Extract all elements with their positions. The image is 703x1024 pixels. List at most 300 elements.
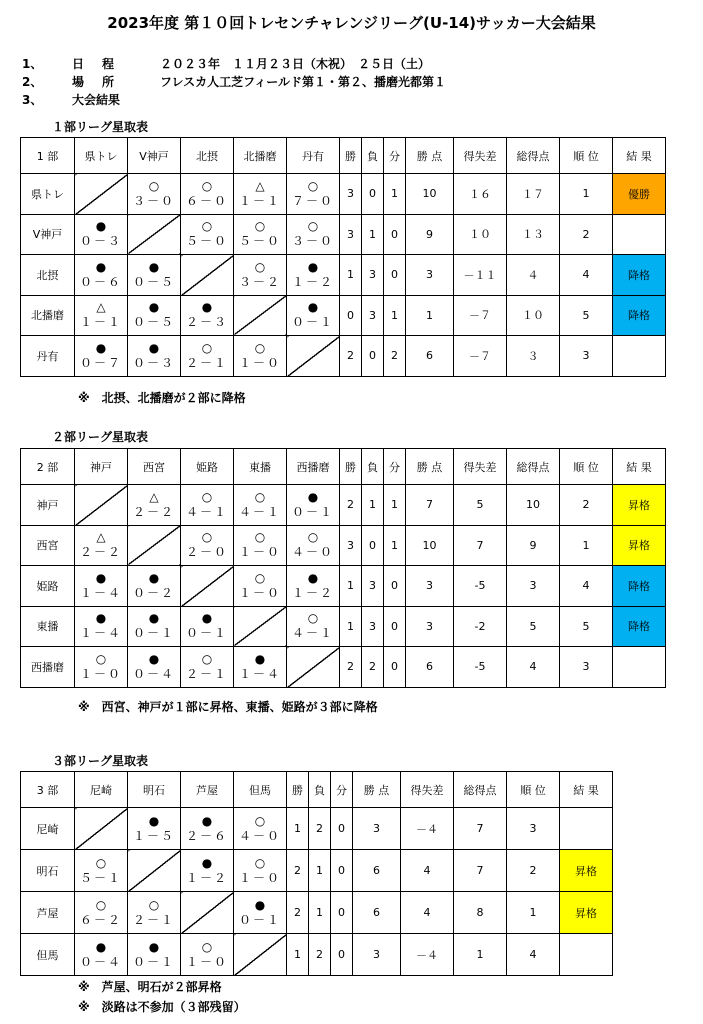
match-cell xyxy=(128,934,181,976)
result-cell: 降格 xyxy=(613,295,666,336)
info-schedule xyxy=(22,55,430,72)
match-cell xyxy=(287,295,340,336)
goal-diff-cell: １０ xyxy=(454,214,507,255)
stat-column-header: 負 xyxy=(362,449,384,485)
draws-cell: 0 xyxy=(384,606,406,647)
match-cell xyxy=(128,606,181,647)
result-cell: 昇格 xyxy=(560,892,613,934)
goals-for-cell: 5 xyxy=(507,606,560,647)
match-cell xyxy=(181,647,234,688)
goal-diff-cell: －４ xyxy=(401,934,454,976)
losses-cell: 3 xyxy=(362,606,384,647)
result-mark-icon: ○ xyxy=(201,939,213,954)
diagonal-cell xyxy=(234,295,287,336)
diagonal-cell xyxy=(181,566,234,607)
goals-for-cell: １７ xyxy=(507,174,560,215)
result-cell xyxy=(613,647,666,688)
goal-diff-cell: １６ xyxy=(454,174,507,215)
diagonal-cell xyxy=(181,255,234,296)
draws-cell: 1 xyxy=(384,525,406,566)
match-score: １－０ xyxy=(185,954,228,969)
stat-column-header: 勝 xyxy=(287,772,309,808)
info-value: ２０２３年 １１月２３日（木祝） ２５日（土） xyxy=(160,57,431,71)
match-cell xyxy=(128,647,181,688)
result-mark-icon: ● xyxy=(95,570,107,585)
goal-diff-cell: －４ xyxy=(401,808,454,850)
stat-column-header: 順 位 xyxy=(560,449,613,485)
goals-for-cell: 1 xyxy=(454,934,507,976)
result-cell: 降格 xyxy=(613,606,666,647)
diagonal-cell xyxy=(75,485,128,526)
match-score: ４－１ xyxy=(291,626,334,641)
goal-diff-cell: 5 xyxy=(454,485,507,526)
wins-cell: 2 xyxy=(340,336,362,377)
goals-for-cell: ３ xyxy=(507,336,560,377)
result-mark-icon: ○ xyxy=(254,570,266,585)
draws-cell: 1 xyxy=(384,295,406,336)
result-mark-icon: ○ xyxy=(254,340,266,355)
league-title: １部リーグ星取表 xyxy=(52,120,149,134)
rank-cell: 5 xyxy=(560,295,613,336)
draws-cell: 0 xyxy=(331,892,353,934)
goal-diff-cell: 7 xyxy=(454,525,507,566)
match-score: ２－３ xyxy=(185,315,228,330)
match-cell xyxy=(75,647,128,688)
match-score: ５－０ xyxy=(238,234,281,249)
stat-column-header: 負 xyxy=(362,138,384,174)
stat-column-header: 結 果 xyxy=(560,772,613,808)
match-cell xyxy=(75,525,128,566)
result-mark-icon: ○ xyxy=(95,651,107,666)
losses-cell: 2 xyxy=(309,808,331,850)
match-score: １－０ xyxy=(238,870,281,885)
diagonal-cell xyxy=(234,934,287,976)
match-cell xyxy=(128,808,181,850)
match-cell xyxy=(287,174,340,215)
match-cell xyxy=(181,525,234,566)
match-score: ０－７ xyxy=(79,355,122,370)
match-cell xyxy=(75,934,128,976)
league-note: ※ 西宮、神戸が１部に昇格、東播、姫路が３部に降格 xyxy=(78,700,378,714)
table-row xyxy=(21,336,666,377)
result-mark-icon: ○ xyxy=(148,178,160,193)
wins-cell: 1 xyxy=(287,808,309,850)
info-number: 1、 xyxy=(22,57,43,71)
info-results xyxy=(22,91,160,108)
match-cell xyxy=(181,606,234,647)
result-mark-icon: ○ xyxy=(201,489,213,504)
result-mark-icon: ● xyxy=(148,570,160,585)
rank-cell: 1 xyxy=(560,525,613,566)
goals-for-cell: 7 xyxy=(454,808,507,850)
match-cell xyxy=(234,525,287,566)
result-mark-icon: ○ xyxy=(201,340,213,355)
match-cell xyxy=(234,850,287,892)
match-cell xyxy=(287,525,340,566)
result-mark-icon: ● xyxy=(201,300,213,315)
result-mark-icon: ● xyxy=(95,259,107,274)
result-mark-icon: ○ xyxy=(307,530,319,545)
result-cell xyxy=(560,808,613,850)
stat-column-header: 順 位 xyxy=(507,772,560,808)
match-cell xyxy=(181,934,234,976)
result-cell: 昇格 xyxy=(613,485,666,526)
match-score: ４－１ xyxy=(238,504,281,519)
match-score: １－２ xyxy=(185,870,228,885)
match-cell xyxy=(234,255,287,296)
info-number: 3、 xyxy=(22,93,43,107)
wins-cell: 3 xyxy=(340,174,362,215)
match-score: ０－２ xyxy=(132,585,175,600)
match-score: ０－１ xyxy=(132,954,175,969)
match-cell xyxy=(181,295,234,336)
result-cell: 昇格 xyxy=(613,525,666,566)
diagonal-cell xyxy=(128,525,181,566)
match-score: ０－１ xyxy=(238,912,281,927)
result-mark-icon: ● xyxy=(201,611,213,626)
match-cell xyxy=(287,485,340,526)
match-cell xyxy=(181,808,234,850)
points-cell: 9 xyxy=(406,214,454,255)
match-cell xyxy=(181,214,234,255)
match-cell xyxy=(128,295,181,336)
wins-cell: 3 xyxy=(340,214,362,255)
losses-cell: 1 xyxy=(309,850,331,892)
wins-cell: 0 xyxy=(340,295,362,336)
result-cell: 昇格 xyxy=(560,850,613,892)
rank-cell: 2 xyxy=(560,214,613,255)
team-column-header: 県トレ xyxy=(75,138,128,174)
result-mark-icon: ● xyxy=(148,611,160,626)
match-score: ２－２ xyxy=(132,504,175,519)
draws-cell: 1 xyxy=(384,174,406,215)
league-title: ２部リーグ星取表 xyxy=(52,430,149,444)
info-value: フレスカ人工芝フィールド第１・第２、播磨光都第１ xyxy=(160,75,446,89)
league-note: ※ 芦屋、明石が２部昇格 xyxy=(78,980,222,994)
team-name: 芦屋 xyxy=(21,892,75,934)
result-mark-icon: ● xyxy=(307,489,319,504)
stat-column-header: 得失差 xyxy=(454,449,507,485)
team-name: 西宮 xyxy=(21,525,75,566)
result-mark-icon: ○ xyxy=(201,530,213,545)
goals-for-cell: 7 xyxy=(454,850,507,892)
goals-for-cell: 10 xyxy=(507,485,560,526)
match-score: ２－６ xyxy=(185,828,228,843)
team-column-header: 但馬 xyxy=(234,772,287,808)
stat-column-header: 結 果 xyxy=(613,138,666,174)
info-venue xyxy=(22,73,446,90)
league-note: ※ 北摂、北播磨が２部に降格 xyxy=(78,391,246,405)
team-name: 神戸 xyxy=(21,485,75,526)
team-column-header: V神戸 xyxy=(128,138,181,174)
rank-cell: 4 xyxy=(560,566,613,607)
match-cell xyxy=(128,336,181,377)
stat-column-header: 結 果 xyxy=(613,449,666,485)
match-cell xyxy=(234,892,287,934)
goal-diff-cell: －７ xyxy=(454,295,507,336)
diagonal-cell xyxy=(128,214,181,255)
table-row xyxy=(21,566,666,607)
team-name: 北播磨 xyxy=(21,295,75,336)
info-number: 2、 xyxy=(22,75,43,89)
table-row xyxy=(21,647,666,688)
stat-column-header: 総得点 xyxy=(454,772,507,808)
wins-cell: 2 xyxy=(340,485,362,526)
goal-diff-cell: －７ xyxy=(454,336,507,377)
match-score: ５－１ xyxy=(79,870,122,885)
points-cell: 10 xyxy=(406,174,454,215)
diagonal-cell xyxy=(181,892,234,934)
match-score: １－４ xyxy=(238,666,281,681)
losses-cell: 0 xyxy=(362,525,384,566)
header-row xyxy=(21,138,666,174)
table-row xyxy=(21,295,666,336)
table-row xyxy=(21,525,666,566)
rank-cell: 3 xyxy=(560,647,613,688)
goal-diff-cell: 4 xyxy=(401,892,454,934)
rank-cell: 1 xyxy=(507,892,560,934)
losses-cell: 3 xyxy=(362,566,384,607)
stat-column-header: 分 xyxy=(384,138,406,174)
draws-cell: 1 xyxy=(384,485,406,526)
team-column-header: 姫路 xyxy=(181,449,234,485)
team-name: 西播磨 xyxy=(21,647,75,688)
team-name: 北摂 xyxy=(21,255,75,296)
match-cell xyxy=(128,566,181,607)
match-score: ０－１ xyxy=(291,504,334,519)
match-score: ３－０ xyxy=(132,193,175,208)
stat-column-header: 総得点 xyxy=(507,449,560,485)
result-mark-icon: ○ xyxy=(307,178,319,193)
diagonal-cell xyxy=(75,808,128,850)
match-cell xyxy=(287,606,340,647)
stat-column-header: 総得点 xyxy=(507,138,560,174)
match-cell xyxy=(234,808,287,850)
match-cell xyxy=(287,566,340,607)
match-score: １－４ xyxy=(79,585,122,600)
match-cell xyxy=(75,295,128,336)
stat-column-header: 勝 xyxy=(340,449,362,485)
points-cell: 3 xyxy=(406,566,454,607)
stat-column-header: 分 xyxy=(384,449,406,485)
match-score: ６－０ xyxy=(185,193,228,208)
table-row xyxy=(21,892,613,934)
goal-diff-cell: -5 xyxy=(454,647,507,688)
team-column-header: 東播 xyxy=(234,449,287,485)
match-score: ６－２ xyxy=(79,912,122,927)
diagonal-cell xyxy=(287,647,340,688)
team-name: V神戸 xyxy=(21,214,75,255)
match-score: １－１ xyxy=(79,315,122,330)
diagonal-cell xyxy=(128,850,181,892)
stat-column-header: 勝 点 xyxy=(406,449,454,485)
stat-column-header: 負 xyxy=(309,772,331,808)
match-cell xyxy=(75,892,128,934)
league-table xyxy=(20,137,666,377)
league-label: 1 部 xyxy=(21,138,75,174)
result-mark-icon: ● xyxy=(201,855,213,870)
match-score: ０－４ xyxy=(79,954,122,969)
match-score: １－４ xyxy=(79,626,122,641)
points-cell: 3 xyxy=(353,934,401,976)
points-cell: 10 xyxy=(406,525,454,566)
stat-column-header: 勝 点 xyxy=(353,772,401,808)
info-key: 場所 xyxy=(72,75,133,89)
match-score: ０－３ xyxy=(79,234,122,249)
result-mark-icon: ○ xyxy=(307,219,319,234)
rank-cell: 1 xyxy=(560,174,613,215)
rank-cell: 4 xyxy=(507,934,560,976)
result-mark-icon: ○ xyxy=(201,651,213,666)
info-key: 日程 xyxy=(72,57,133,71)
match-cell xyxy=(234,174,287,215)
team-column-header: 西宮 xyxy=(128,449,181,485)
match-cell xyxy=(75,214,128,255)
match-cell xyxy=(181,850,234,892)
result-mark-icon: △ xyxy=(149,489,159,504)
result-mark-icon: ○ xyxy=(254,855,266,870)
match-cell xyxy=(128,255,181,296)
points-cell: 3 xyxy=(406,606,454,647)
rank-cell: 4 xyxy=(560,255,613,296)
match-score: １－０ xyxy=(238,355,281,370)
match-score: ０－５ xyxy=(132,315,175,330)
stat-column-header: 順 位 xyxy=(560,138,613,174)
points-cell: 6 xyxy=(353,892,401,934)
goal-diff-cell: 4 xyxy=(401,850,454,892)
rank-cell: 5 xyxy=(560,606,613,647)
result-mark-icon: ● xyxy=(201,813,213,828)
result-mark-icon: ○ xyxy=(201,219,213,234)
result-mark-icon: ○ xyxy=(95,897,107,912)
wins-cell: 2 xyxy=(340,647,362,688)
wins-cell: 2 xyxy=(287,850,309,892)
table-row xyxy=(21,214,666,255)
result-cell xyxy=(560,934,613,976)
match-score: ０－３ xyxy=(132,355,175,370)
points-cell: 1 xyxy=(406,295,454,336)
match-cell xyxy=(234,566,287,607)
match-score: １－０ xyxy=(79,666,122,681)
league-title: ３部リーグ星取表 xyxy=(52,754,149,768)
match-score: ４－０ xyxy=(238,828,281,843)
result-mark-icon: ● xyxy=(95,340,107,355)
wins-cell: 2 xyxy=(287,892,309,934)
draws-cell: 0 xyxy=(384,255,406,296)
match-score: ４－１ xyxy=(185,504,228,519)
stat-column-header: 得失差 xyxy=(454,138,507,174)
result-mark-icon: ○ xyxy=(254,813,266,828)
team-name: 丹有 xyxy=(21,336,75,377)
goals-for-cell: ４ xyxy=(507,255,560,296)
result-mark-icon: ● xyxy=(95,939,107,954)
match-score: ２－１ xyxy=(185,355,228,370)
draws-cell: 0 xyxy=(384,214,406,255)
team-column-header: 丹有 xyxy=(287,138,340,174)
team-column-header: 明石 xyxy=(128,772,181,808)
goal-diff-cell: -2 xyxy=(454,606,507,647)
match-score: ２－０ xyxy=(185,545,228,560)
result-mark-icon: ○ xyxy=(254,489,266,504)
points-cell: 6 xyxy=(406,647,454,688)
team-column-header: 北播磨 xyxy=(234,138,287,174)
result-mark-icon: ○ xyxy=(254,530,266,545)
match-cell xyxy=(75,606,128,647)
losses-cell: 0 xyxy=(362,336,384,377)
match-score: ０－６ xyxy=(79,274,122,289)
league-label: 2 部 xyxy=(21,449,75,485)
goals-for-cell: １３ xyxy=(507,214,560,255)
draws-cell: 0 xyxy=(331,934,353,976)
result-mark-icon: ● xyxy=(148,813,160,828)
stat-column-header: 勝 点 xyxy=(406,138,454,174)
team-column-header: 神戸 xyxy=(75,449,128,485)
result-mark-icon: ● xyxy=(148,300,160,315)
goals-for-cell: 4 xyxy=(507,647,560,688)
match-cell xyxy=(234,336,287,377)
result-mark-icon: △ xyxy=(96,300,106,315)
table-row xyxy=(21,850,613,892)
draws-cell: 0 xyxy=(384,647,406,688)
match-cell xyxy=(75,336,128,377)
team-name: 尼崎 xyxy=(21,808,75,850)
match-score: ０－５ xyxy=(132,274,175,289)
rank-cell: 2 xyxy=(507,850,560,892)
match-score: ４－０ xyxy=(291,545,334,560)
wins-cell: 1 xyxy=(340,566,362,607)
match-cell xyxy=(128,174,181,215)
match-cell xyxy=(234,647,287,688)
losses-cell: 1 xyxy=(362,485,384,526)
result-mark-icon: ● xyxy=(254,897,266,912)
match-cell xyxy=(128,892,181,934)
goal-diff-cell: －１１ xyxy=(454,255,507,296)
team-name: 姫路 xyxy=(21,566,75,607)
losses-cell: 1 xyxy=(362,214,384,255)
losses-cell: 3 xyxy=(362,255,384,296)
match-score: １－０ xyxy=(238,585,281,600)
goals-for-cell: １０ xyxy=(507,295,560,336)
match-score: ２－１ xyxy=(132,912,175,927)
result-mark-icon: ○ xyxy=(254,259,266,274)
result-cell: 優勝 xyxy=(613,174,666,215)
rank-cell: 2 xyxy=(560,485,613,526)
page-title: 2023年度 第１０回トレセンチャレンジリーグ(U-14)サッカー大会結果 xyxy=(107,14,596,32)
result-cell xyxy=(613,336,666,377)
wins-cell: 1 xyxy=(340,255,362,296)
league-table xyxy=(20,448,666,688)
points-cell: 6 xyxy=(353,850,401,892)
result-cell: 降格 xyxy=(613,255,666,296)
result-mark-icon: ● xyxy=(148,939,160,954)
losses-cell: 2 xyxy=(309,934,331,976)
result-mark-icon: ○ xyxy=(307,611,319,626)
stat-column-header: 得失差 xyxy=(401,772,454,808)
match-cell xyxy=(75,255,128,296)
rank-cell: 3 xyxy=(507,808,560,850)
match-cell xyxy=(234,214,287,255)
header-row xyxy=(21,772,613,808)
result-mark-icon: △ xyxy=(96,530,106,545)
result-mark-icon: ● xyxy=(95,611,107,626)
match-score: １－０ xyxy=(238,545,281,560)
league-note: ※ 淡路は不参加（３部残留） xyxy=(78,1000,246,1014)
match-cell xyxy=(181,174,234,215)
result-mark-icon: ● xyxy=(148,651,160,666)
points-cell: 3 xyxy=(406,255,454,296)
match-score: １－２ xyxy=(291,274,334,289)
points-cell: 6 xyxy=(406,336,454,377)
